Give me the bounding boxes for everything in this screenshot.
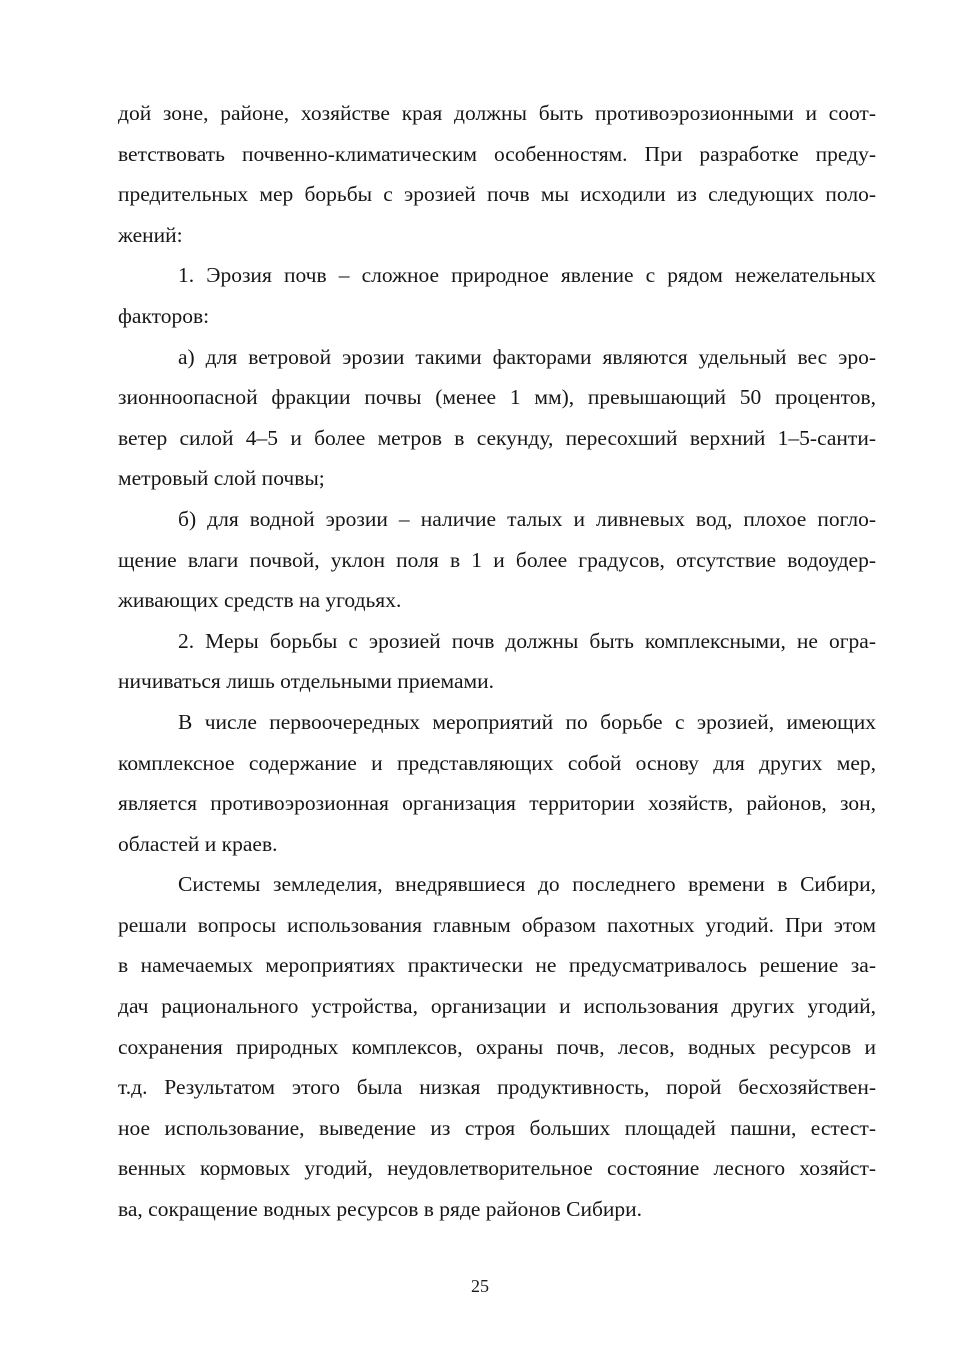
text-line: венных кормовых угодий, неудовлетворительное состояние лесного хозяйст- (118, 1156, 876, 1181)
body-text (118, 93, 876, 1230)
text-line: 2. Меры борьбы с эрозией почв должны быть комплексными, не огра- (178, 628, 876, 653)
text-line: ничиваться лишь отдельными приемами. (118, 669, 494, 694)
text-line: Системы земледелия, внедрявшиеся до последнего времени в Сибири, (178, 872, 876, 897)
text-line: является противоэрозионная организация территории хозяйств, районов, зон, (118, 791, 876, 816)
page-number: 25 (471, 1276, 489, 1296)
text-line: б) для водной эрозии – наличие талых и ливневых вод, плохое погло- (178, 506, 876, 531)
text-line: предительных мер борьбы с эрозией почв мы исходили из следующих поло- (118, 182, 876, 207)
text-line: т.д. Результатом этого была низкая продуктивность, порой бесхозяйствен- (118, 1075, 876, 1100)
text-line: комплексное содержание и представляющих собой основу для других мер, (118, 750, 876, 775)
text-line: жений: (118, 222, 183, 247)
text-line: областей и краев. (118, 831, 278, 856)
text-line: сохранения природных комплексов, охраны почв, лесов, водных ресурсов и (118, 1034, 876, 1059)
text-line: зионноопасной фракции почвы (менее 1 мм), превышающий 50 процентов, (118, 385, 876, 410)
text-line: ное использование, выведение из строя больших площадей пашни, естест- (118, 1115, 876, 1140)
text-line: 1. Эрозия почв – сложное природное явление с рядом нежелательных (178, 263, 876, 288)
text-line: ва, сокращение водных ресурсов в ряде районов Сибири. (118, 1197, 643, 1222)
text-line: решали вопросы использования главным образом пахотных угодий. При этом (118, 912, 876, 937)
text-line: В числе первоочередных мероприятий по борьбе с эрозией, имеющих (178, 709, 876, 734)
text-line: а) для ветровой эрозии такими факторами являются удельный вес эро- (178, 344, 876, 369)
text-line: ветствовать почвенно-климатическим особенностям. При разработке преду- (118, 141, 876, 166)
text-line: живающих средств на угодьях. (118, 588, 402, 613)
text-line: метровый слой почвы; (118, 466, 325, 491)
text-line: факторов: (118, 303, 210, 328)
text-line: в намечаемых мероприятиях практически не предусматривалось решение за- (118, 953, 876, 978)
text-line: дой зоне, районе, хозяйстве края должны быть противоэрозионными и соот- (118, 101, 876, 125)
text-line: щение влаги почвой, уклон поля в 1 и более градусов, отсутствие водоудер- (118, 547, 876, 572)
text-line: дач рационального устройства, организации и использования других угодий, (118, 994, 876, 1019)
text-line: ветер силой 4–5 и более метров в секунду, пересохший верхний 1–5-санти- (118, 425, 876, 450)
